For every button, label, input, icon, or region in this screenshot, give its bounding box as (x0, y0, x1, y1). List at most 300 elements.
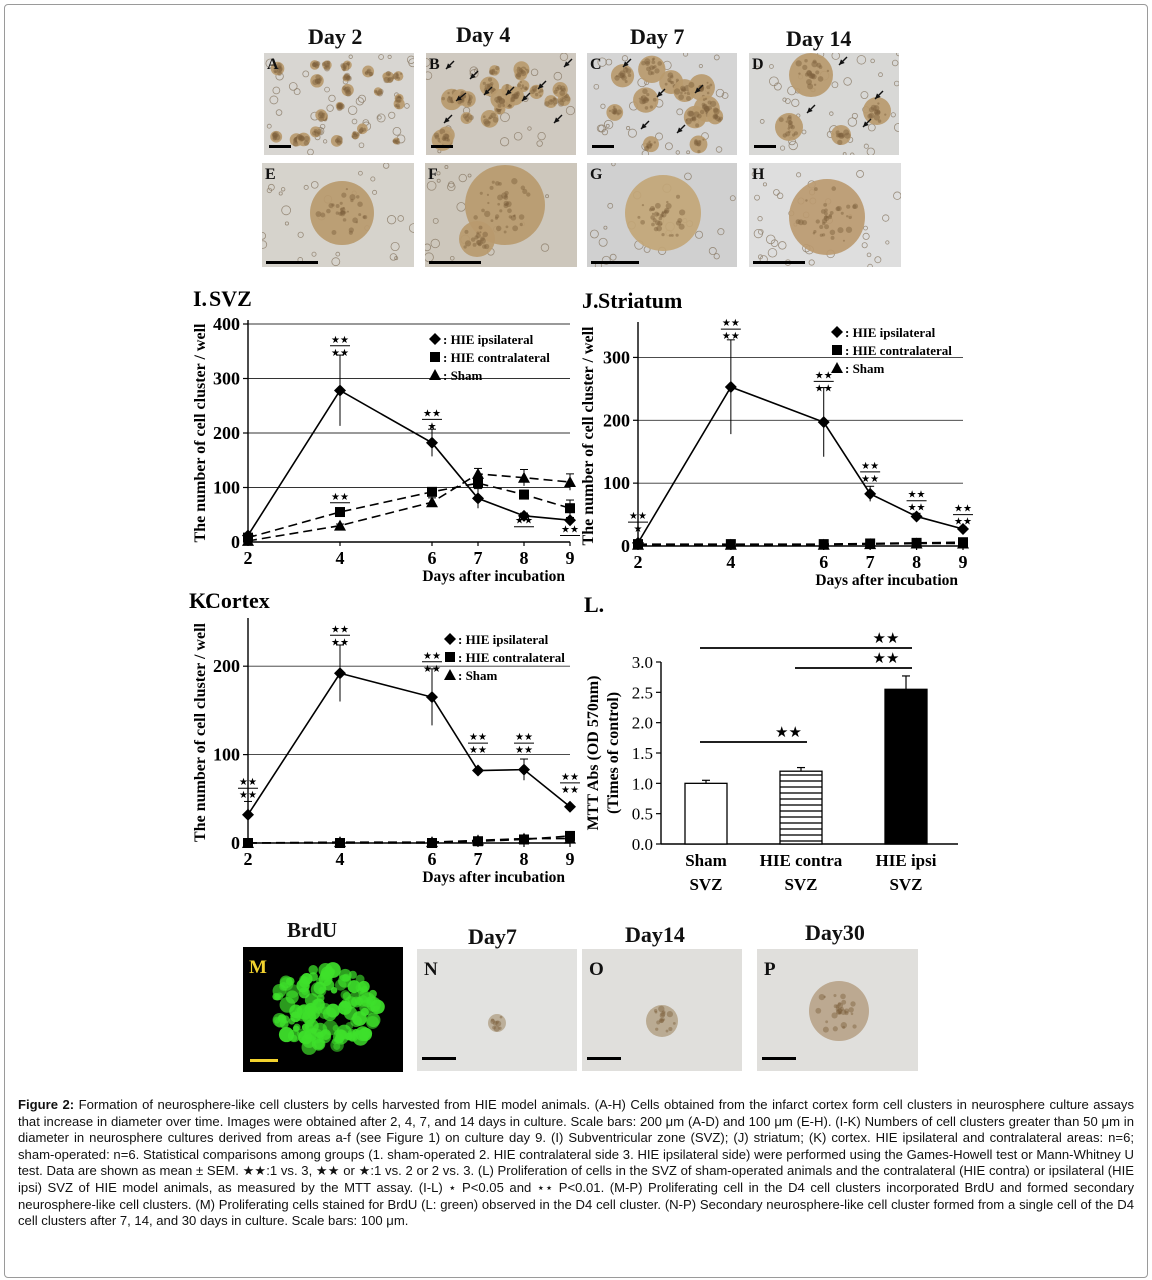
cell-texture (820, 234, 823, 237)
cell-texture (490, 186, 494, 190)
cell-texture (388, 77, 392, 81)
cell-texture (822, 222, 825, 225)
cell-texture (500, 1016, 503, 1019)
cell-texture (704, 106, 709, 111)
cell-texture (848, 216, 851, 219)
striatum-legend-label: : HIE ipsilateral (845, 325, 936, 340)
panel-letter-m: M (249, 957, 267, 978)
cell-texture (700, 110, 705, 115)
cell-texture (502, 104, 505, 107)
cell-texture (853, 204, 858, 209)
cell-texture (673, 1022, 676, 1025)
brdu-cell (290, 1035, 297, 1042)
cell-texture (491, 219, 494, 222)
cell-texture (491, 72, 493, 74)
svz-xtick-label: 6 (427, 548, 437, 568)
striatum-panel-label: J. (582, 288, 599, 313)
striatum-xtick-label: 4 (726, 552, 736, 572)
cortex-title: Cortex (205, 588, 270, 613)
cell-texture (878, 119, 881, 122)
cell-texture (658, 1006, 664, 1012)
cell-texture (805, 199, 807, 201)
svz-ytick-label: 300 (213, 368, 240, 389)
cell-texture (363, 215, 367, 219)
cell-texture (516, 92, 520, 96)
cell-texture (702, 139, 704, 141)
cell-texture (668, 1027, 672, 1031)
cortex-sig-top: ★★ (515, 732, 533, 744)
cell-texture (850, 1001, 855, 1006)
striatum-ytick-label: 0 (621, 536, 630, 556)
cell-texture (666, 1030, 669, 1033)
cell-texture (679, 209, 685, 215)
cell-texture (652, 213, 654, 215)
cell-texture (694, 139, 697, 142)
svz-xtick-label: 2 (243, 548, 253, 568)
panel-letter-c: C (590, 56, 602, 73)
cell-texture (396, 141, 400, 145)
cell-texture (686, 96, 691, 101)
label-day-7: Day 7 (630, 24, 685, 49)
cell-texture (463, 245, 466, 248)
cell-texture (647, 144, 652, 149)
cell-texture (447, 92, 449, 94)
cell-texture (841, 212, 844, 215)
cell-texture (539, 95, 541, 97)
brdu-cell (276, 992, 284, 1000)
cell-texture (846, 205, 850, 209)
cell-texture (815, 70, 819, 74)
striatum-sig-bottom: ★★ (954, 516, 972, 528)
cell-texture (358, 213, 361, 216)
brdu-cell (293, 1024, 300, 1031)
cell-texture (508, 105, 512, 109)
svz-point-2 (426, 496, 438, 507)
striatum-sig-bottom: ★ (633, 524, 643, 536)
cell-texture (837, 140, 842, 145)
cell-texture (712, 114, 718, 120)
mtt-category-label: HIE contra (759, 851, 843, 870)
cell-texture (479, 226, 483, 230)
striatum-title: Striatum (598, 288, 683, 313)
scale-bar (587, 1057, 621, 1060)
cell-texture (660, 223, 662, 225)
cell-texture (787, 127, 790, 130)
cell-texture (349, 194, 355, 200)
micrograph-b (426, 53, 576, 155)
cell-texture (873, 105, 879, 111)
striatum-sig-top: ★★ (814, 370, 833, 382)
cell-texture (867, 114, 872, 119)
cell-texture (396, 97, 402, 103)
striatum-legend-marker (832, 345, 842, 355)
cell-texture (609, 110, 611, 112)
cell-texture (671, 81, 675, 85)
cell-texture (375, 91, 377, 93)
cell-texture (504, 191, 508, 195)
cell-texture (325, 63, 330, 68)
svz-xtick-label: 9 (565, 548, 575, 568)
micrograph-e (262, 163, 414, 267)
cell-texture (684, 92, 686, 94)
svz-point-0 (334, 384, 346, 396)
cell-texture (840, 994, 846, 1000)
cell-texture (497, 203, 500, 206)
cell-texture (618, 72, 624, 78)
cell-texture (646, 93, 649, 96)
svz-legend-label: : HIE contralateral (443, 350, 550, 365)
cell-texture (798, 72, 800, 74)
cortex-legend-marker (444, 669, 456, 680)
cell-texture (827, 70, 829, 72)
svz-panel-label: I. (193, 286, 208, 311)
cell-texture (674, 88, 680, 94)
cell-texture (341, 193, 346, 198)
cell-texture (843, 240, 845, 242)
panel-letter-e: E (265, 166, 276, 183)
cell-texture (519, 214, 525, 220)
striatum-sig-top: ★★ (721, 318, 740, 330)
cell-texture (852, 1024, 856, 1028)
cell-texture (654, 227, 658, 231)
cell-texture (522, 86, 524, 88)
cell-texture (650, 215, 655, 220)
cell-texture (707, 92, 710, 95)
cell-texture (467, 102, 471, 106)
cell-texture (833, 994, 836, 997)
scale-bar (269, 145, 291, 148)
mtt-ylabel: MTT Abs (OD 570nm) (585, 675, 602, 831)
cell-texture (676, 234, 679, 237)
brdu-cell (348, 992, 362, 1006)
cell-texture (464, 230, 468, 234)
caption-text: Formation of neurosphere-like cell clusters by cells harvested from HIE model animals. (A-H) Cells obtained from the infarct cortex form cell clusters in neurosphere culture assays that increase in diameter over time. Images were obtained after 2, 4, 7, and 14 days in culture. Scale bars: 200 μm (A-D) and 100 μm (E-H). (I-K) Numbers of cell clusters greater than 50 μm in diameter in neurosphere cultures derived from areas a-f (see Figure 1) on culture day 9. (I) Subventricular zone (SVZ); (J) striatum; (K) cortex. HIE ipsilateral and contralateral areas: n=6; sham-operated: n=6. Statistical comparisons among groups (1. sham-operated 2. HIE contralateral side 3. HIE ipsilateral side) were performed using the Games-Howell test or Mann-Whitney U test. Data are shown as mean ± SEM. ★★:1 vs. 3, ★★ or ★:1 vs. 2 or 2 vs. 3. (L) Proliferation of cells in the SVZ of sham-operated animals and the contralateral (HIE contra) or ipsilateral (HIE ipsi) SVZ of HIE model animals, as measured by the MTT assay. (I-L) ⋆ P<0.05 and ⋆⋆ P<0.01. (M-P) Proliferating cell in the D4 cell clusters incorporated BrdU and formed secondary neurosphere-like cell clusters. (M) Proliferating cells stained for BrdU (L: green) observed in the D4 cell cluster. (N-P) Secondary neurosphere-like cell cluster formed from a single cell of the D4 cell clusters after 7, 14, and 30 days in culture. Scale bars: 100 μm. (18, 1097, 1134, 1229)
cell-texture (836, 1004, 840, 1008)
cell-texture (483, 115, 486, 118)
cortex-ytick-label: 100 (213, 744, 240, 765)
micrograph-d (749, 53, 899, 155)
brdu-cell (367, 995, 377, 1005)
micrograph-p (757, 949, 918, 1071)
cell-texture (654, 1009, 657, 1012)
cell-texture (652, 57, 655, 60)
cell-texture (877, 102, 879, 104)
mtt-ytick-label: 0.5 (631, 804, 653, 824)
svz-point-1 (473, 478, 483, 488)
cell-texture (332, 230, 337, 235)
cell-texture (788, 130, 791, 133)
svz-ytick-label: 100 (213, 477, 240, 498)
cell-texture (517, 83, 521, 87)
svz-sig-top: ★★ (331, 491, 349, 503)
cell-texture (342, 67, 345, 70)
cell-texture (538, 91, 540, 93)
svz-point-2 (472, 468, 484, 479)
cell-texture (506, 225, 509, 228)
svz-legend-marker (429, 369, 441, 380)
striatum-ytick-label: 100 (603, 473, 630, 494)
cell-texture (824, 224, 829, 229)
cell-texture (386, 71, 391, 76)
mtt-ytick-label: 1.5 (631, 744, 653, 763)
striatum-xtick-label: 8 (912, 552, 922, 572)
scale-bar (266, 261, 318, 264)
svz-sig-bottom: ★ (427, 421, 437, 433)
micrograph-m (243, 947, 403, 1072)
striatum-xtick-label: 9 (958, 552, 968, 572)
mtt-category-label: Sham (685, 851, 727, 870)
cell-texture (660, 1019, 662, 1021)
cell-texture (473, 243, 477, 247)
cortex-point-0 (334, 667, 346, 679)
cell-texture (315, 75, 320, 80)
scale-bar (754, 145, 776, 148)
cell-texture (304, 140, 309, 145)
svz-point-1 (519, 490, 529, 500)
cell-texture (814, 187, 818, 191)
cell-texture (814, 84, 816, 86)
svz-ytick-label: 0 (231, 532, 240, 552)
cell-texture (441, 97, 445, 101)
cell-texture (640, 220, 645, 225)
cortex-xtick-label: 8 (519, 849, 529, 869)
cell-texture (655, 1028, 658, 1031)
cell-texture (488, 85, 490, 87)
cell-texture (703, 98, 706, 101)
cell-texture (824, 215, 830, 221)
brdu-cell (339, 1001, 349, 1011)
cell-texture (707, 82, 709, 84)
micrograph-f (425, 163, 577, 267)
cell-texture (648, 70, 653, 75)
cell-texture (499, 209, 502, 212)
panel-letter-h: H (752, 166, 765, 183)
striatum-sig-bottom: ★★ (907, 502, 926, 514)
striatum-ylabel: The number of cell cluster / well (580, 326, 597, 546)
brdu-cell (308, 965, 318, 975)
panel-letter-g: G (590, 166, 603, 183)
cell-texture (884, 114, 886, 116)
svz-point-2 (334, 520, 346, 531)
cell-texture (515, 73, 521, 79)
cell-texture (492, 1026, 496, 1030)
cell-texture (824, 212, 828, 216)
brdu-cell (366, 1016, 379, 1029)
cell-texture (695, 123, 699, 127)
striatum-legend-marker (831, 326, 843, 338)
cell-texture (687, 110, 693, 116)
striatum-ytick-label: 300 (603, 347, 630, 368)
scale-bar (422, 1057, 456, 1060)
cell-texture (352, 133, 358, 139)
cell-texture (489, 69, 495, 75)
cell-texture (842, 1026, 845, 1029)
cell-texture (678, 94, 684, 100)
cell-texture (340, 207, 345, 212)
mtt-bar (885, 689, 927, 844)
cell-texture (526, 192, 530, 196)
cell-texture (480, 192, 483, 195)
cell-texture (666, 203, 672, 209)
cell-texture (522, 189, 527, 194)
cell-texture (554, 90, 558, 94)
cell-texture (335, 139, 339, 143)
svz-legend-marker (429, 333, 441, 345)
cortex-sig-bottom: ★★ (561, 784, 579, 796)
cell-texture (688, 82, 694, 88)
cortex-series-line-0 (248, 673, 570, 814)
cell-texture (559, 98, 563, 102)
scale-bar (429, 261, 481, 264)
cell-texture (495, 66, 499, 70)
chart-svz (185, 282, 580, 592)
cell-texture (493, 1021, 498, 1026)
cell-texture (495, 181, 500, 186)
mtt-ytick-label: 1.0 (631, 774, 653, 794)
panel-letter-p: P (764, 959, 776, 980)
brdu-cell (290, 1012, 301, 1023)
cortex-legend-label: : Sham (458, 668, 498, 683)
cell-texture (345, 90, 351, 96)
cell-texture (813, 232, 816, 235)
micrograph-o (582, 949, 742, 1071)
brdu-cell (307, 1007, 320, 1020)
striatum-ytick-label: 200 (603, 410, 630, 431)
cell-texture (848, 1007, 853, 1012)
cortex-sig-bottom: ★★ (423, 663, 441, 675)
cell-texture (346, 188, 348, 190)
cell-texture (651, 223, 655, 227)
cell-texture (652, 208, 655, 211)
cell-texture (490, 82, 493, 85)
cell-texture (796, 60, 802, 66)
brdu-cell (301, 973, 313, 985)
cell-texture (655, 203, 661, 209)
cell-texture (507, 208, 512, 213)
cell-texture (487, 194, 489, 196)
cell-texture (509, 215, 512, 218)
cell-texture (844, 133, 850, 139)
striatum-legend-label: : HIE contralateral (845, 343, 952, 358)
cell-texture (326, 209, 331, 214)
cortex-sig-bottom: ★★ (239, 790, 257, 802)
cell-texture (369, 72, 373, 76)
striatum-legend-label: : Sham (845, 361, 885, 376)
cell-texture (833, 1026, 838, 1031)
cell-texture (444, 134, 449, 139)
cell-texture (511, 94, 516, 99)
cell-texture (298, 135, 302, 139)
cell-texture (328, 203, 333, 208)
cell-texture (611, 108, 617, 114)
mtt-category-sublabel: SVZ (889, 875, 923, 892)
cell-texture (656, 213, 659, 216)
cell-texture (473, 215, 478, 220)
cell-texture (322, 116, 325, 119)
panel-letter-b: B (429, 56, 440, 73)
cell-texture (520, 81, 522, 83)
mtt-comparison-label: ★★ (872, 651, 900, 667)
brdu-cell (348, 1031, 359, 1042)
cell-texture (340, 141, 343, 144)
cortex-xtick-label: 4 (335, 849, 345, 869)
cell-texture (495, 217, 498, 220)
cortex-sig-top: ★★ (239, 777, 257, 789)
cortex-point-0 (472, 765, 484, 777)
micrograph-n (417, 949, 577, 1071)
label-day-2: Day 2 (308, 24, 363, 49)
cell-texture (641, 61, 645, 65)
svz-point-1 (565, 503, 575, 513)
scale-bar (431, 145, 453, 148)
svz-point-1 (427, 487, 437, 497)
svz-ytick-label: 200 (213, 423, 240, 443)
cell-texture (511, 178, 517, 184)
cell-texture (316, 211, 322, 217)
cell-texture (650, 105, 653, 108)
cortex-xlabel: Days after incubation (422, 869, 565, 886)
scale-bar (591, 261, 639, 264)
cell-texture (667, 1011, 673, 1017)
cell-texture (667, 78, 671, 82)
cell-texture (520, 70, 524, 74)
brdu-cell (312, 1037, 326, 1051)
cell-texture (796, 219, 801, 224)
cell-texture (665, 83, 668, 86)
cell-texture (356, 195, 359, 198)
cell-texture (471, 237, 475, 241)
cell-texture (790, 125, 794, 129)
striatum-legend-marker (831, 362, 843, 373)
cortex-point-0 (242, 809, 254, 821)
cortex-ylabel: The number of cell cluster / well (192, 623, 209, 842)
cell-texture (492, 181, 495, 184)
cell-texture (713, 107, 718, 112)
mtt-ytick-label: 3.0 (631, 653, 653, 672)
cell-texture (504, 231, 507, 234)
scale-bar (250, 1059, 278, 1062)
striatum-sig-bottom: ★★ (814, 383, 833, 395)
label-day-4: Day 4 (456, 22, 511, 47)
cell-texture (360, 127, 363, 130)
cell-texture (644, 98, 648, 102)
cortex-sig-bottom: ★★ (469, 745, 487, 757)
cell-texture (823, 1027, 829, 1033)
cell-texture (512, 225, 518, 231)
cell-texture (830, 230, 835, 235)
cortex-legend-marker (445, 652, 455, 662)
cell-texture (660, 1013, 665, 1018)
brdu-cell (286, 990, 299, 1003)
panel-letter-o: O (589, 959, 604, 980)
figure-caption (18, 1097, 1134, 1230)
cell-texture (642, 89, 647, 94)
svz-xlabel: Days after incubation (422, 568, 565, 585)
svz-xtick-label: 7 (473, 548, 483, 568)
cell-texture (484, 244, 489, 249)
striatum-sig-top: ★★ (907, 489, 926, 501)
striatum-point-0 (818, 416, 830, 428)
cell-texture (637, 216, 640, 219)
cell-texture (653, 98, 657, 102)
cell-texture (670, 75, 673, 78)
scale-bar (592, 145, 614, 148)
cell-texture (645, 61, 650, 66)
mtt-panel-label: L. (584, 592, 605, 617)
cell-texture (394, 104, 397, 107)
cell-texture (786, 120, 788, 122)
mtt-comparison-label: ★★ (872, 631, 900, 647)
